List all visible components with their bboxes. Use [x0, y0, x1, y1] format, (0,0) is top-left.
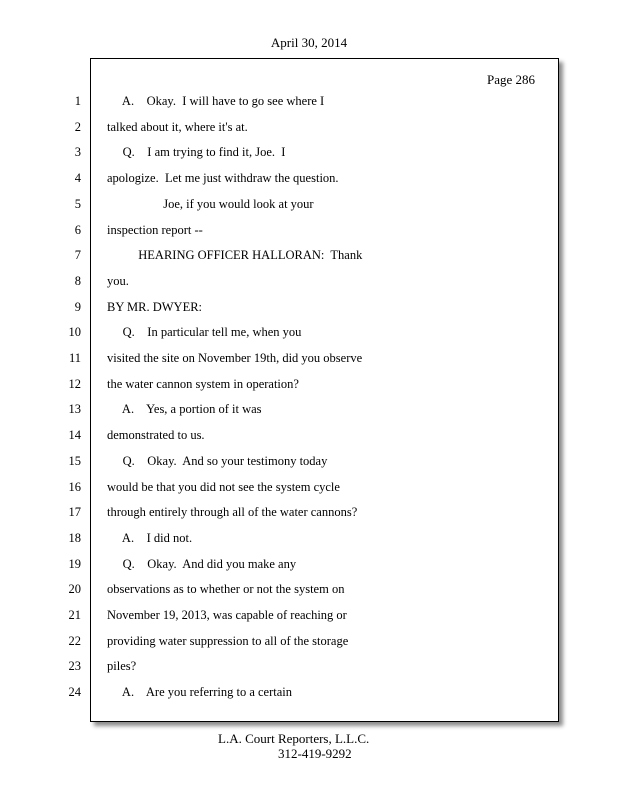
line-number: 9 [74, 300, 81, 314]
line-number: 15 [68, 454, 81, 468]
line-number: 12 [68, 377, 81, 391]
line-text: Joe, if you would look at your [107, 197, 314, 211]
footer-phone: 312-419-9292 [278, 746, 352, 761]
line-text: providing water suppression to all of the storage [107, 634, 349, 648]
line-text: demonstrated to us. [107, 428, 205, 442]
line-number: 23 [68, 659, 81, 673]
line-text: BY MR. DWYER: [107, 300, 203, 314]
line-number: 19 [68, 557, 81, 571]
line-number: 16 [68, 480, 81, 494]
line-number: 7 [74, 248, 81, 262]
line-number: 10 [68, 325, 81, 339]
line-number: 6 [74, 223, 81, 237]
line-text: you. [107, 274, 129, 288]
line-text: A. I did not. [107, 531, 193, 545]
line-text: Q. Okay. And so your testimony today [107, 454, 328, 468]
line-number: 17 [68, 505, 81, 519]
line-number: 2 [74, 120, 81, 134]
line-text: HEARING OFFICER HALLORAN: Thank [107, 248, 363, 262]
line-number: 4 [74, 171, 81, 185]
line-text: Q. I am trying to find it, Joe. I [107, 145, 286, 159]
line-number: 5 [74, 197, 81, 211]
line-number: 13 [68, 402, 81, 416]
line-text: the water cannon system in operation? [107, 377, 299, 391]
line-text: Q. In particular tell me, when you [107, 325, 302, 339]
footer-company: L.A. Court Reporters, L.L.C. [218, 731, 370, 746]
line-text: talked about it, where it's at. [107, 120, 248, 134]
line-number: 1 [74, 94, 81, 108]
line-number: 14 [68, 428, 81, 442]
line-text: Q. Okay. And did you make any [107, 557, 297, 571]
line-text: A. Yes, a portion of it was [107, 402, 262, 416]
header-date: April 30, 2014 [270, 35, 348, 50]
line-text: through entirely through all of the water cannons? [107, 505, 358, 519]
line-number: 22 [68, 634, 81, 648]
line-number: 24 [68, 685, 81, 699]
line-text: would be that you did not see the system cycle [107, 480, 340, 494]
line-text: piles? [107, 659, 137, 673]
line-text: inspection report -- [107, 223, 203, 237]
line-text: A. Are you referring to a certain [107, 685, 293, 699]
line-text: A. Okay. I will have to go see where I [107, 94, 325, 108]
line-text: visited the site on November 19th, did you observe [107, 351, 363, 365]
line-text: apologize. Let me just withdraw the question. [107, 171, 339, 185]
line-number: 8 [74, 274, 81, 288]
line-number: 21 [68, 608, 81, 622]
page-number: Page 286 [487, 72, 536, 87]
line-text: November 19, 2013, was capable of reaching or [107, 608, 347, 622]
line-text: observations as to whether or not the system on [107, 582, 345, 596]
line-number: 18 [68, 531, 81, 545]
line-number: 11 [68, 351, 81, 365]
line-number: 20 [68, 582, 81, 596]
line-number: 3 [74, 145, 81, 159]
